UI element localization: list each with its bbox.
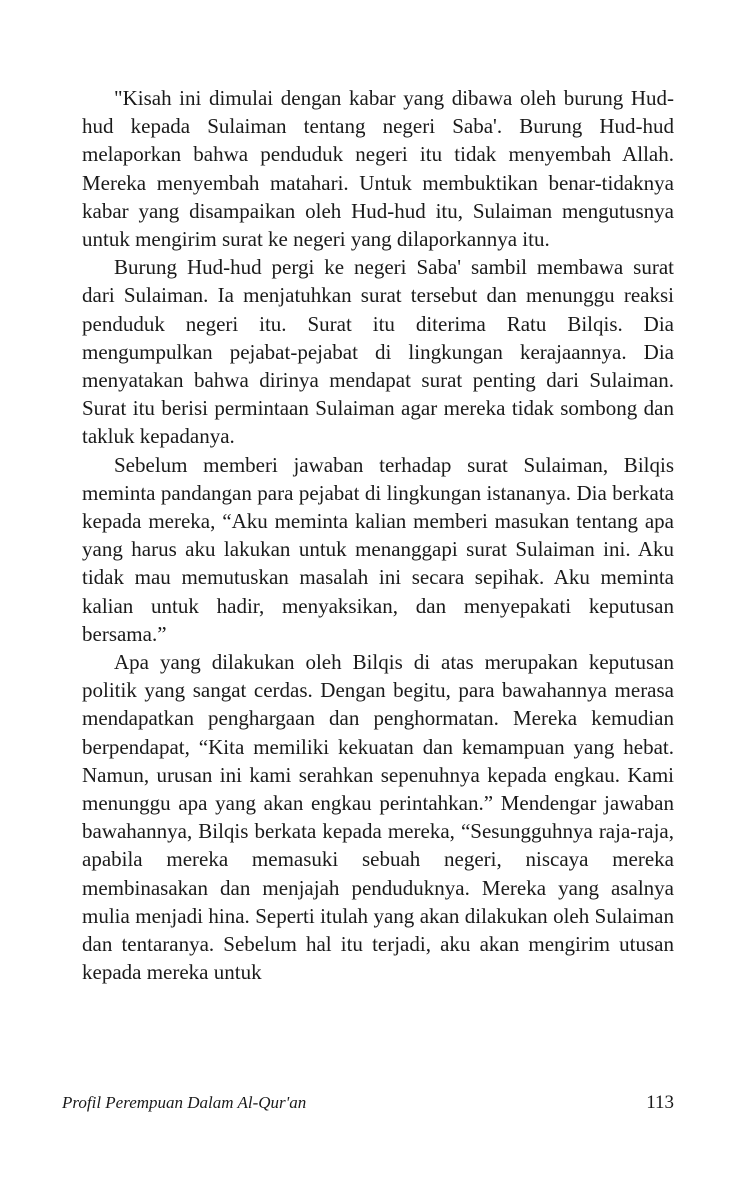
paragraph-3: Sebelum memberi jawaban terhadap surat Sulaiman, Bilqis meminta pandangan para pejabat di lingkungan istananya. Dia berkata kepada mereka, “Aku meminta kalian memberi masukan tentang apa yang harus aku lakukan untuk menanggapi surat Sulaiman ini. Aku tidak mau memutuskan masalah ini secara sepihak. Aku meminta kalian untuk hadir, menyaksikan, dan menyepakati keputusan bersama.” bbox=[82, 452, 674, 646]
page-footer bbox=[62, 1092, 674, 1114]
paragraph-4: Apa yang dilakukan oleh Bilqis di atas merupakan keputusan politik yang sangat cerdas. Dengan begitu, para bawahannya merasa mendapatkan penghargaan dan penghormatan. Mereka kemudian berpendapat, “Kita memiliki kekuatan dan kemampuan yang hebat. Namun, urusan ini kami serahkan sepenuhnya kepada engkau. Kami menunggu apa yang akan engkau perintahkan.” Mendengar jawaban bawahannya, Bilqis berkata kepada mereka, “Sesungguhnya raja-raja, apabila mereka memasuki sebuah negeri, niscaya mereka membinasakan dan menjajah penduduknya. Mereka yang asalnya mulia menjadi hina. Seperti itulah yang akan dilakukan oleh Sulaiman dan tentaranya. Sebelum hal itu terjadi, aku akan mengirim utusan kepada mereka untuk bbox=[82, 650, 674, 985]
page-body bbox=[82, 84, 674, 987]
page-number: 113 bbox=[646, 1092, 674, 1113]
paragraph-1: "Kisah ini dimulai dengan kabar yang dibawa oleh burung Hud-hud kepada Sulaiman tentang negeri Saba'. Burung Hud-hud melaporkan bahwa penduduk negeri itu tidak menyembah Allah. Mereka menyembah matahari. Untuk membuktikan benar-tidaknya kabar yang disampaikan oleh Hud-hud itu, Sulaiman mengutusnya untuk mengirim surat ke negeri yang dilaporkannya itu. bbox=[82, 86, 674, 252]
running-title: Profil Perempuan Dalam Al-Qur'an bbox=[62, 1093, 307, 1112]
paragraph-2: Burung Hud-hud pergi ke negeri Saba' sambil membawa surat dari Sulaiman. Ia menjatuhkan surat tersebut dan menunggu reaksi penduduk negeri itu. Surat itu diterima Ratu Bilqis. Dia mengumpulkan pejabat-pejabat di lingkungan kerajaannya. Dia menyatakan bahwa dirinya mendapat surat penting dari Sulaiman. Surat itu berisi permintaan Sulaiman agar mereka tidak sombong dan takluk kepadanya. bbox=[82, 255, 674, 449]
